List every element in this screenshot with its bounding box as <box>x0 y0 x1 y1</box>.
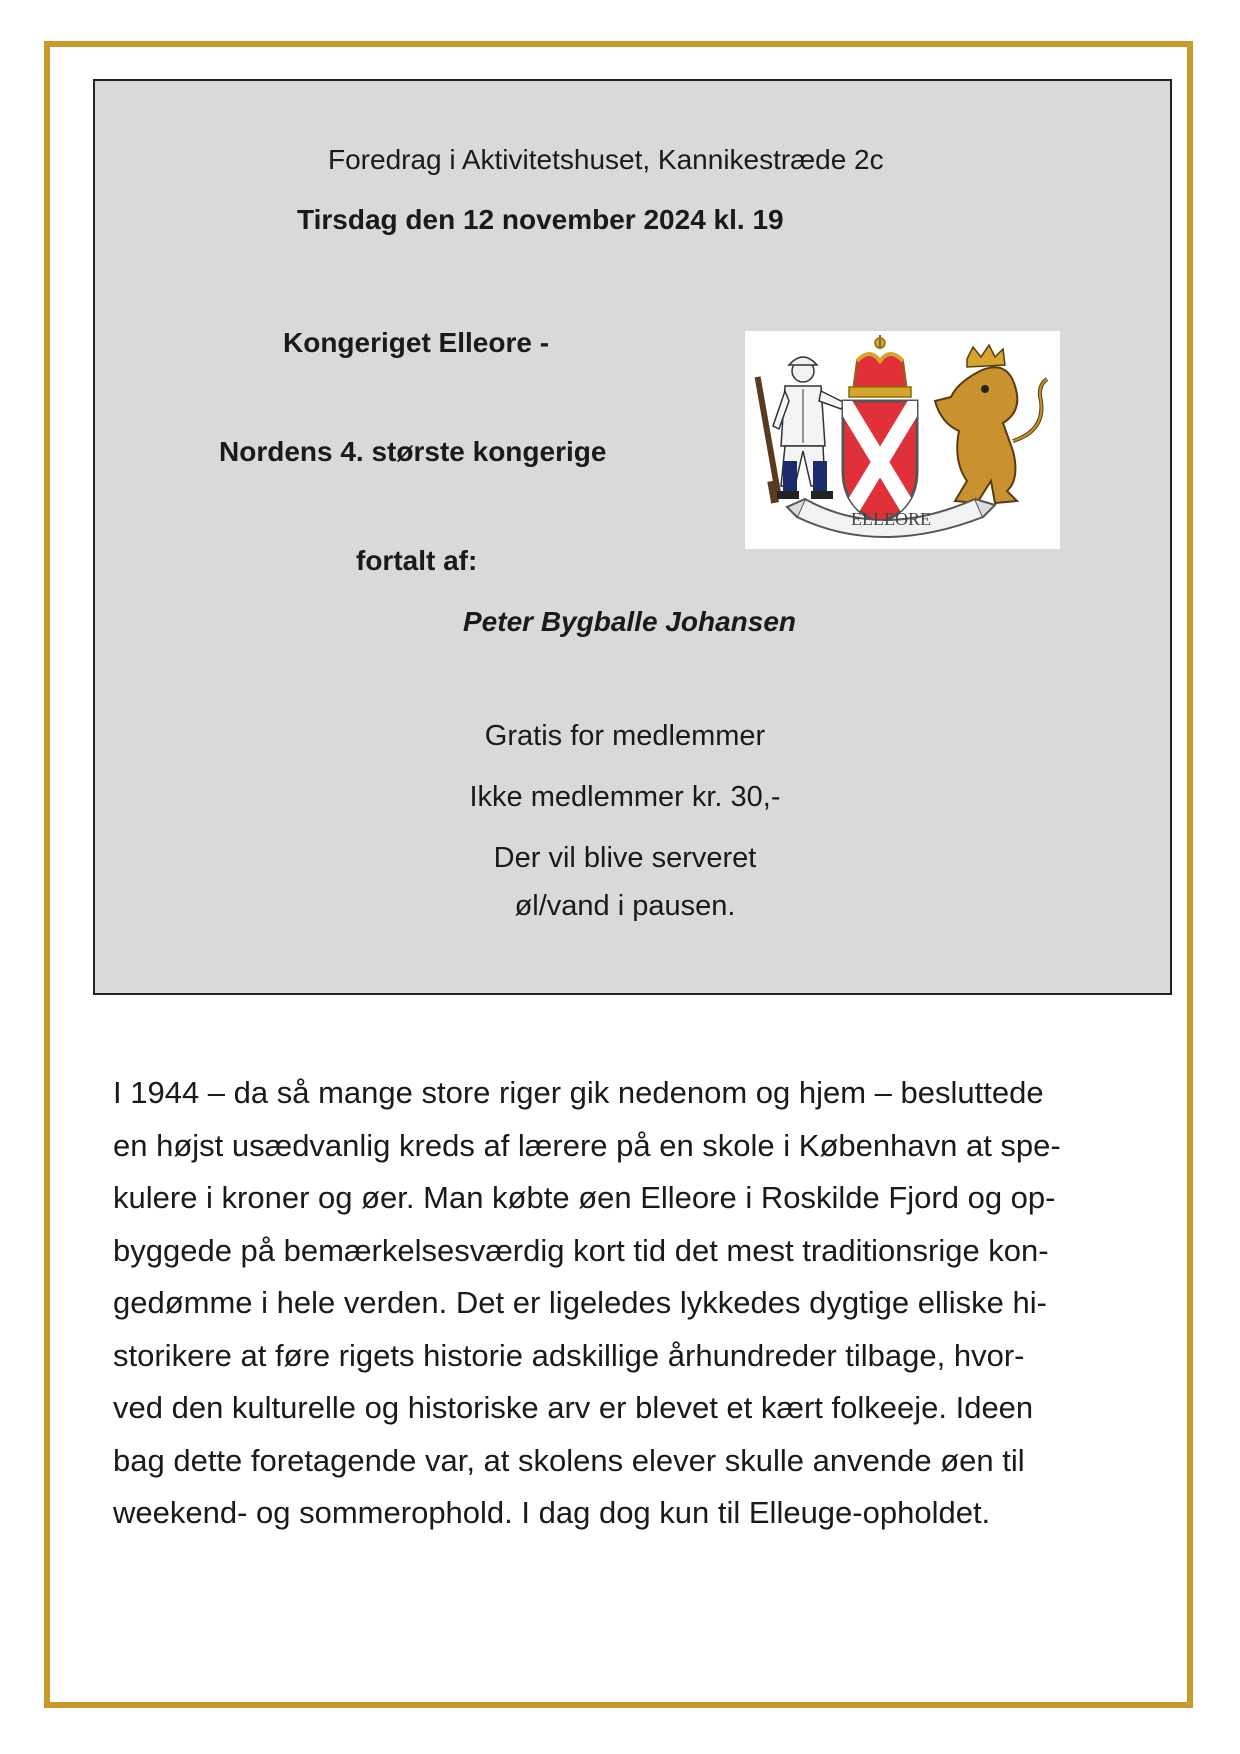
crown-icon <box>849 335 911 397</box>
speaker-name: Peter Bygballe Johansen <box>463 606 797 637</box>
paragraph-line: byggede på bemærkelsesværdig kort tid det mest traditionsrige kon- <box>113 1232 1049 1268</box>
history-paragraph <box>113 1067 1158 1540</box>
paragraph-line: storikere at føre rigets historie adskillige århundreder tilbage, hvor- <box>113 1337 1025 1373</box>
members-price: Gratis for medlemmer <box>484 720 766 752</box>
serving-line2: øl/vand i pausen. <box>514 890 736 922</box>
lion-supporter <box>935 345 1047 503</box>
soldier-supporter <box>755 357 845 504</box>
event-date: Tirsdag den 12 november 2024 kl. 19 <box>297 204 784 235</box>
venue-line: Foredrag i Aktivitetshuset, Kannikestræde 2c <box>328 144 884 175</box>
paragraph-line: I 1944 – da så mange store riger gik nedenom og hjem – besluttede <box>113 1075 1044 1110</box>
paragraph-line: gedømme i hele verden. Det er ligeledes lykkedes dygtige elliske hi- <box>113 1285 1047 1320</box>
paragraph-line: en højst usædvanlig kreds af lærere på en skole i København at spe- <box>113 1127 1061 1163</box>
non-members-price: Ikke medlemmer kr. 30,- <box>469 781 781 813</box>
talk-title-line2: Nordens 4. største kongerige <box>219 436 607 467</box>
elleore-coat-of-arms <box>745 331 1060 549</box>
paragraph-line: kulere i kroner og øer. Man købte øen Elleore i Roskilde Fjord og op- <box>113 1180 1056 1215</box>
paragraph-line: ved den kulturelle og historiske arv er blevet et kært folkeeje. Ideen <box>113 1390 1034 1425</box>
shield-icon <box>843 401 917 523</box>
serving-line1: Der vil blive serveret <box>493 842 757 874</box>
paragraph-line: bag dette foretagende var, at skolens elever skulle anvende øen til <box>113 1442 1025 1478</box>
paragraph-line: weekend- og sommerophold. I dag dog kun til Elleuge-opholdet. <box>113 1495 991 1530</box>
talk-title-line1: Kongeriget Elleore - <box>283 327 550 358</box>
banner-text: ELLEORE <box>851 509 931 529</box>
told-by-label: fortalt af: <box>356 545 478 576</box>
